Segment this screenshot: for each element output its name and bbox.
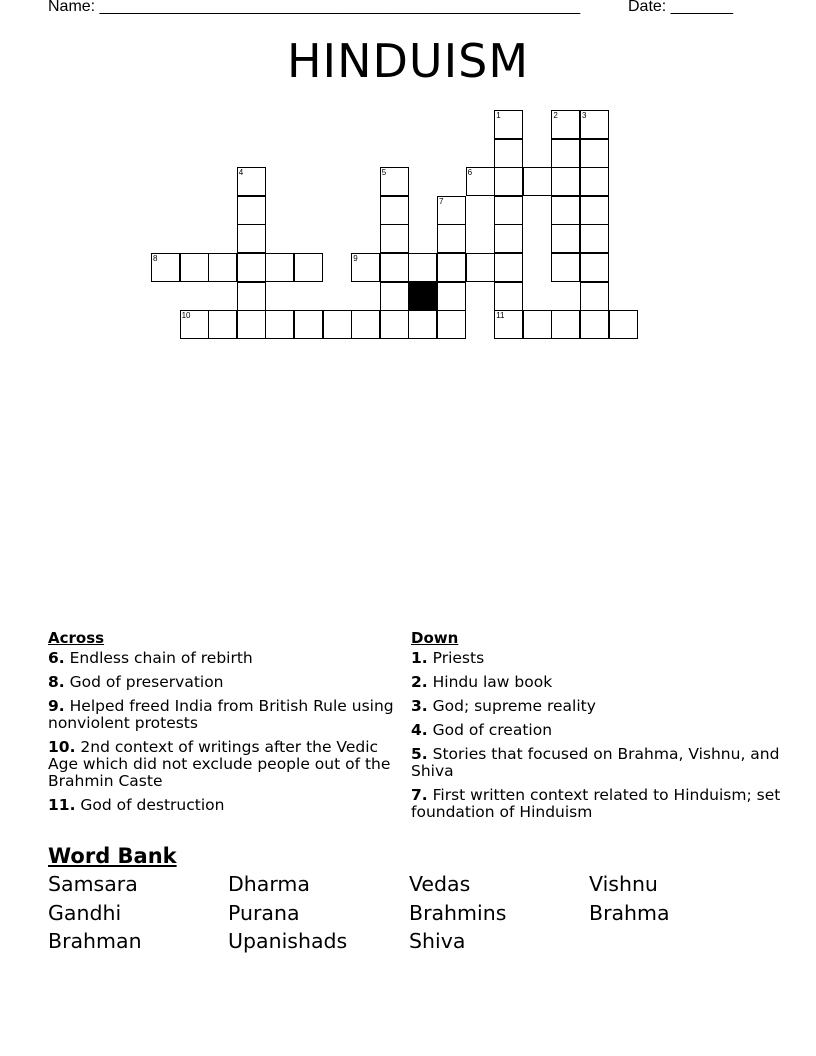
grid-cell[interactable] (294, 253, 323, 282)
grid-cell[interactable] (494, 167, 523, 196)
grid-cell[interactable] (580, 224, 609, 253)
clue-number: 5. (411, 745, 428, 763)
clue-number: 10. (48, 738, 76, 756)
grid-cell[interactable] (580, 139, 609, 168)
clue-text: God of destruction (80, 796, 225, 814)
across-clues (48, 630, 408, 821)
grid-cell[interactable] (294, 310, 323, 339)
word-bank-item: Samsara (48, 872, 138, 896)
clue-number: 2. (411, 673, 428, 691)
clue-number-label: 9 (353, 254, 358, 263)
grid-cell[interactable] (494, 253, 523, 282)
clue-text: Stories that focused on Brahma, Vishnu, and Shiva (411, 745, 780, 780)
grid-cell[interactable] (380, 167, 409, 196)
grid-cell[interactable] (208, 253, 237, 282)
clue-number: 11. (48, 796, 76, 814)
grid-cell[interactable] (494, 224, 523, 253)
grid-cell[interactable] (551, 224, 580, 253)
grid-cell[interactable] (237, 310, 266, 339)
grid-cell[interactable] (180, 310, 209, 339)
grid-cell[interactable] (609, 310, 638, 339)
name-field-label[interactable]: Name: ______________________________________________________ (48, 0, 581, 15)
clue-text: Endless chain of rebirth (69, 649, 253, 667)
clue-text: God of preservation (69, 673, 224, 691)
grid-cell[interactable] (180, 253, 209, 282)
grid-cell[interactable] (580, 196, 609, 225)
down-heading: Down (411, 629, 459, 647)
across-clue (48, 650, 408, 667)
clue-number: 6. (48, 649, 65, 667)
down-clues (411, 630, 781, 828)
grid-cell[interactable] (494, 139, 523, 168)
grid-cell[interactable] (408, 253, 437, 282)
word-bank-item: Upanishads (228, 929, 348, 953)
grid-block (408, 282, 437, 311)
clue-text: First written context related to Hinduism; set foundation of Hinduism (411, 786, 781, 821)
grid-cell[interactable] (151, 253, 180, 282)
date-field-label[interactable]: Date: _______ (628, 0, 733, 15)
clue-number-label: 5 (381, 168, 387, 178)
word-bank-item: Brahma (589, 901, 670, 925)
clue-number-label: 10 (181, 311, 191, 321)
clue-text: God of creation (432, 721, 553, 739)
clue-text: Hindu law book (432, 673, 553, 691)
across-clue (48, 797, 408, 814)
clue-number-label: 11 (496, 311, 505, 321)
grid-cell[interactable] (237, 282, 266, 311)
clue-number-label: 6 (467, 168, 473, 178)
word-bank-item: Dharma (228, 872, 310, 896)
clue-text: 2nd context of writings after the Vedic Age which did not exclude people out of the Brahmin Caste (48, 738, 391, 790)
clue-text: Priests (432, 649, 485, 667)
grid-cell[interactable] (208, 310, 237, 339)
grid-cell[interactable] (580, 310, 609, 339)
across-clue (48, 698, 408, 732)
grid-cell[interactable] (523, 310, 552, 339)
grid-cell[interactable] (466, 167, 495, 196)
grid-cell[interactable] (551, 253, 580, 282)
clue-number-label: 4 (238, 168, 244, 178)
word-bank-item: Gandhi (48, 901, 122, 925)
clue-number: 7. (411, 786, 428, 804)
word-bank-item: Brahman (48, 929, 142, 953)
grid-cell[interactable] (380, 224, 409, 253)
grid-cell[interactable] (551, 196, 580, 225)
grid-cell[interactable] (323, 310, 352, 339)
grid-cell[interactable] (408, 310, 437, 339)
word-bank-item: Purana (228, 901, 300, 925)
grid-cell[interactable] (580, 167, 609, 196)
clue-number: 9. (48, 697, 65, 715)
grid-cell[interactable] (580, 253, 609, 282)
word-bank-item: Vedas (409, 872, 471, 896)
clue-number: 8. (48, 673, 65, 691)
grid-cell[interactable] (466, 253, 495, 282)
grid-cell[interactable] (237, 167, 266, 196)
down-clue (411, 787, 781, 821)
page-title: HINDUISM (286, 34, 530, 88)
grid-cell[interactable] (551, 310, 580, 339)
clue-number-label: 3 (582, 111, 587, 120)
grid-cell[interactable] (437, 196, 466, 225)
grid-cell[interactable] (237, 224, 266, 253)
crossword-grid (0, 0, 816, 360)
grid-cell[interactable] (437, 253, 466, 282)
across-heading: Across (48, 629, 105, 647)
word-bank-item: Brahmins (409, 901, 507, 925)
grid-cell[interactable] (580, 282, 609, 311)
clue-number-label: 7 (439, 196, 444, 206)
down-clue (411, 722, 781, 739)
down-clue (411, 698, 781, 715)
clue-number: 1. (411, 649, 428, 667)
grid-cell[interactable] (494, 282, 523, 311)
clue-number-label: 8 (153, 254, 158, 263)
down-clue (411, 650, 781, 667)
grid-cell[interactable] (437, 224, 466, 253)
grid-cell[interactable] (437, 310, 466, 339)
grid-cell[interactable] (551, 110, 580, 139)
grid-cell[interactable] (494, 310, 523, 339)
grid-cell[interactable] (523, 167, 552, 196)
word-bank-item: Vishnu (589, 872, 658, 896)
grid-cell[interactable] (265, 310, 294, 339)
grid-cell[interactable] (380, 282, 409, 311)
across-clue (48, 674, 408, 691)
word-bank-heading: Word Bank (48, 844, 177, 868)
grid-cell[interactable] (380, 253, 409, 282)
grid-cell[interactable] (551, 139, 580, 168)
clue-text: Helped freed India from British Rule using nonviolent protests (48, 697, 394, 732)
grid-cell[interactable] (265, 253, 294, 282)
clue-number-label: 1 (496, 111, 501, 120)
grid-cell[interactable] (494, 110, 523, 139)
grid-cell[interactable] (580, 110, 609, 139)
clue-number-label: 2 (553, 111, 558, 120)
grid-cell[interactable] (351, 253, 380, 282)
grid-cell[interactable] (351, 310, 380, 339)
grid-cell[interactable] (437, 282, 466, 311)
grid-cell[interactable] (494, 196, 523, 225)
clue-number: 3. (411, 697, 428, 715)
grid-cell[interactable] (237, 253, 266, 282)
down-clue (411, 674, 781, 691)
across-clue (48, 739, 408, 790)
grid-cell[interactable] (380, 196, 409, 225)
grid-cell[interactable] (380, 310, 409, 339)
grid-cell[interactable] (551, 167, 580, 196)
clue-text: God; supreme reality (432, 697, 596, 715)
grid-cell[interactable] (237, 196, 266, 225)
word-bank-item: Shiva (409, 929, 466, 953)
down-clue (411, 746, 781, 780)
clue-number: 4. (411, 721, 428, 739)
